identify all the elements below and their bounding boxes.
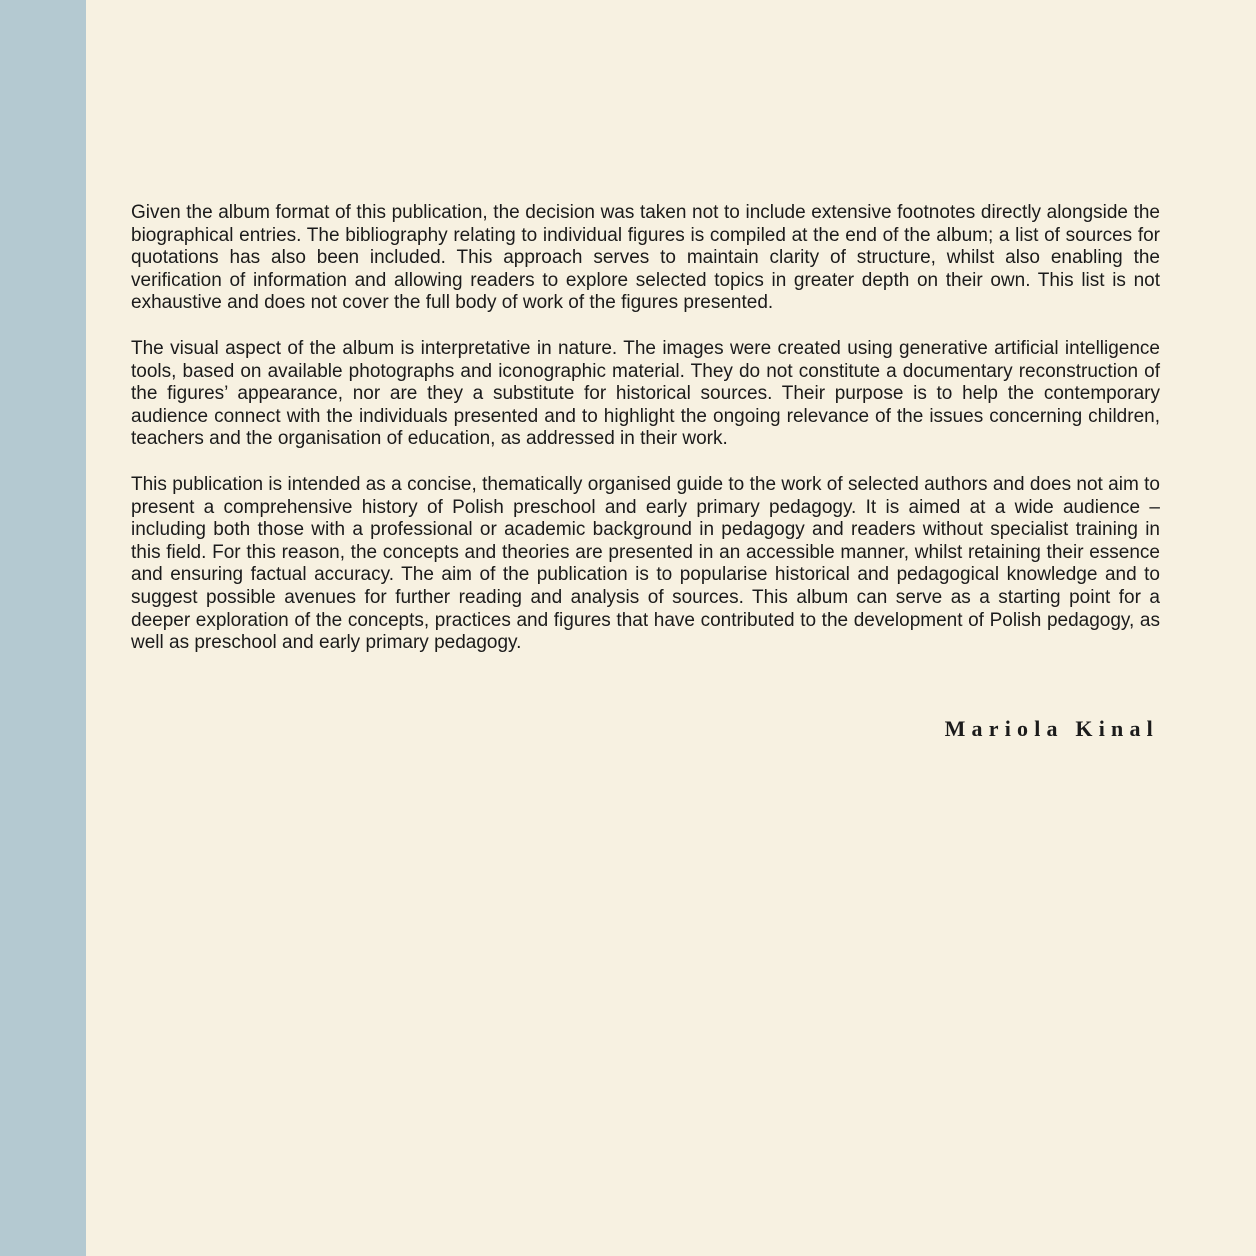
- paragraph-footnotes: Given the album format of this publication, the decision was taken not to include extensive footnotes directly alongside the biographical entries. The bibliography relating to individual figures is compiled at the end of the album; a list of sources for quotations has also been included. This approach serves to maintain clarity of structure, whilst also enabling the verification of information and allowing readers to explore selected topics in greater depth on their own. This list is not exhaustive and does not cover the full body of work of the figures presented.: [131, 202, 1160, 314]
- paragraph-visual-aspect: The visual aspect of the album is interpretative in nature. The images were created using generative artificial intelligence tools, based on available photographs and iconographic material. They do not constitute a documentary reconstruction of the figures’ appearance, nor are they a substitute for historical sources. Their purpose is to help the contemporary audience connect with the individuals presented and to highlight the ongoing relevance of the issues concerning children, teachers and the organisation of education, as addressed in their work.: [131, 337, 1160, 450]
- side-color-band: [0, 0, 86, 1256]
- paragraph-purpose: This publication is intended as a concise, thematically organised guide to the work of selected authors and does not aim to present a comprehensive history of Polish preschool and early primary pedagogy. It is aimed at a wide audience – including both those with a professional or academic background in pedagogy and readers without specialist training in this field. For this reason, the concepts and theories are presented in an accessible manner, whilst retaining their essence and ensuring factual accuracy. The aim of the publication is to popularise historical and pedagogical knowledge and to suggest possible avenues for further reading and analysis of sources. This album can serve as a starting point for a deeper exploration of the concepts, practices and figures that have contributed to the development of Polish pedagogy, as well as preschool and early primary pedagogy.: [131, 473, 1160, 654]
- author-signature: Mariola Kinal: [944, 716, 1159, 741]
- document-body: [131, 202, 1160, 678]
